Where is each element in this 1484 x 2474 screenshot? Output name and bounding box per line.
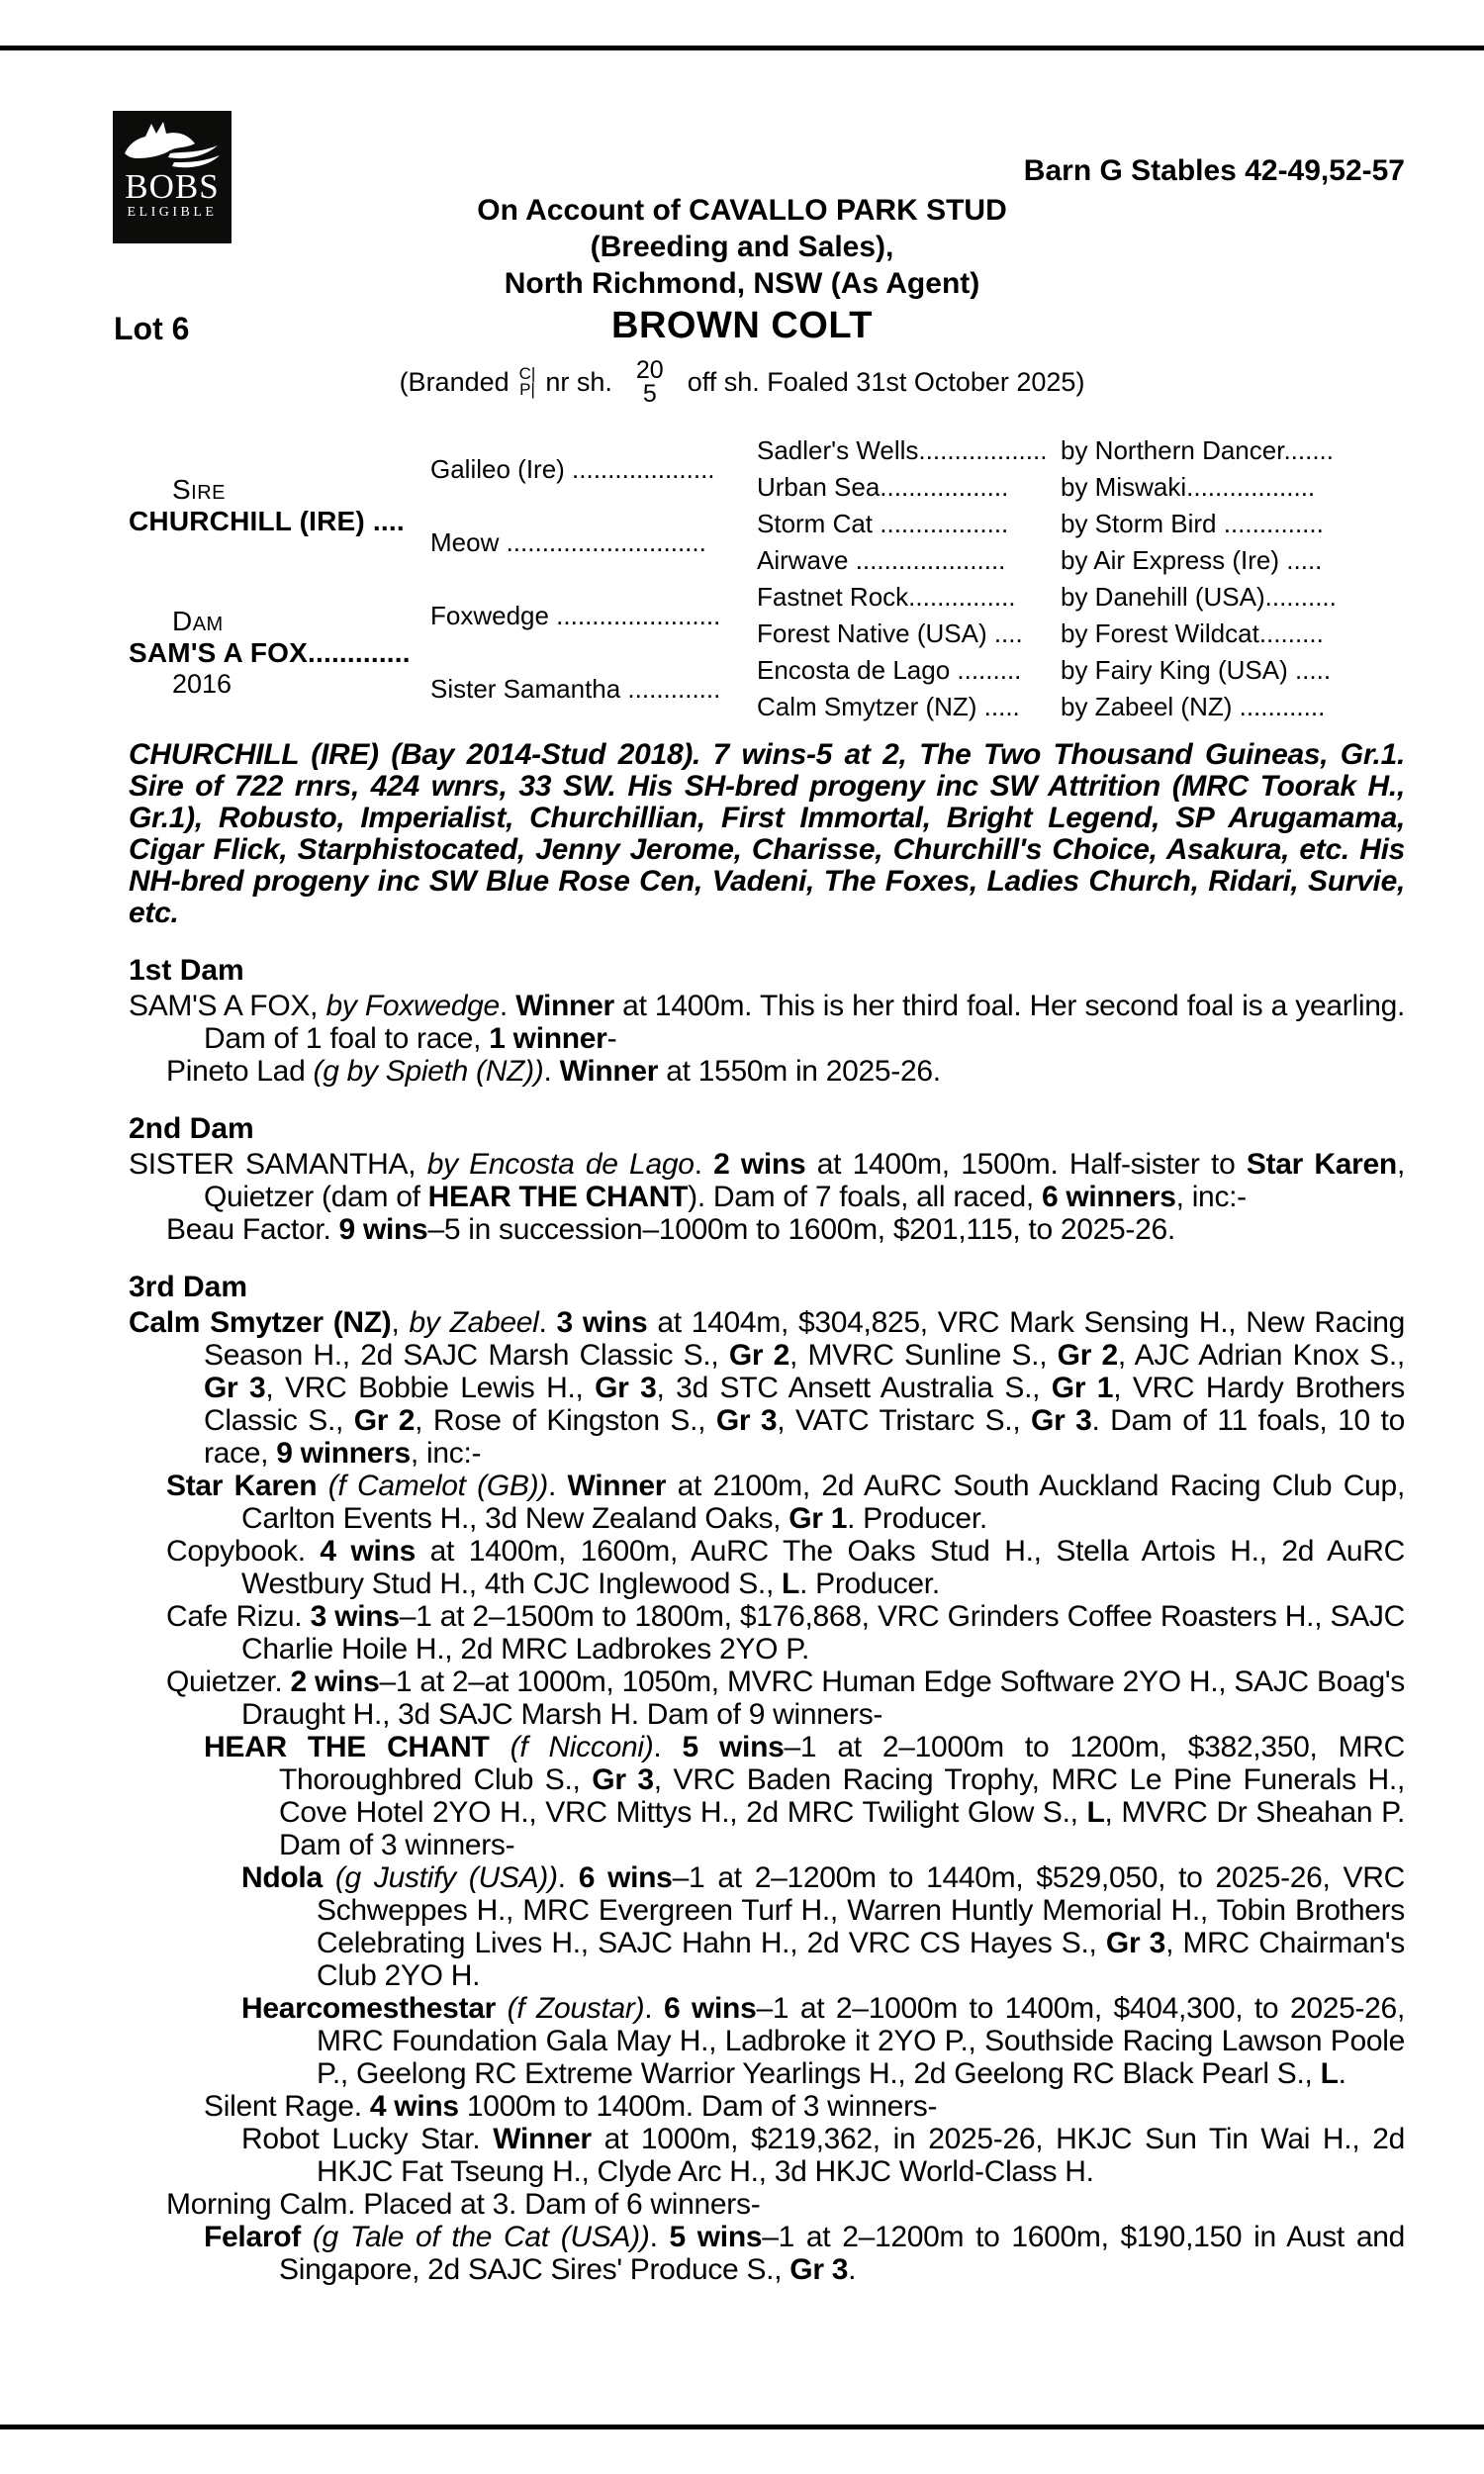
account-line: (Breeding and Sales), [590, 231, 894, 263]
pedigree-text-paragraph: HEAR THE CHANT (f Nicconi). 5 wins–1 at 2–1000m to 1200m, $382,350, MRC Thoroughbred Club S., Gr 3, VRC Baden Racing Trophy, MRC Le Pine Funerals H., Cove Hotel 2YO H., VRC Mittys H., 2d MRC Twilight Glow S., L, MVRC Dr Sheahan P. Dam of 3 winners- [204, 1731, 1406, 1861]
sire-name: CHURCHILL (IRE) .... [129, 506, 405, 536]
dam-section-heading: 1st Dam [129, 954, 244, 987]
dam-role-label: Dam [172, 605, 224, 636]
account-line: On Account of CAVALLO PARK STUD [477, 194, 1007, 227]
bottom-rule [0, 2425, 1484, 2429]
horse-head-icon [113, 118, 232, 169]
pedigree-text-paragraph: Hearcomesthestar (f Zoustar). 6 wins–1 at 2–1000m to 1400m, $404,300, to 2025-26, MRC Foundation Gala May H., Ladbroke it 2YO P., Southside Racing Lawson Poole P., Geelong RC Extreme Warrior Yearlings H., 2d Geelong RC Black Pearl S., L. [241, 1992, 1405, 2090]
great-grandparent: Calm Smytzer (NZ) ..... [757, 692, 1020, 721]
dam-cell [129, 579, 430, 725]
great-grandparent-sire: by Fairy King (USA) ..... [1061, 655, 1332, 685]
sire-role-label: Sire [172, 474, 227, 505]
account-line: North Richmond, NSW (As Agent) [504, 267, 980, 300]
horse-description-title: BROWN COLT [611, 305, 873, 346]
great-grandparent: Encosta de Lago ......... [757, 655, 1022, 685]
dam-name: SAM'S A FOX............. [129, 636, 411, 668]
pedigree-text-paragraph: Pineto Lad (g by Spieth (NZ)). Winner at 1550m in 2025-26. [166, 1055, 941, 1088]
pedigree-text-paragraph: Copybook. 4 wins at 1400m, 1600m, AuRC The Oaks Stud H., Stella Artois H., 2d AuRC Westbury Stud H., 4th CJC Inglewood S., L. Producer. [166, 1535, 1405, 1600]
pedigree-text-paragraph: Ndola (g Justify (USA)). 6 wins–1 at 2–1200m to 1440m, $529,050, to 2025-26, VRC Schweppes H., MRC Evergreen Turf H., Warren Huntly Memorial H., Tobin Brothers Celebrating Lives H., SAJC Hahn H., 2d VRC CS Hayes S., Gr 3, MRC Chairman's Club 2YO H. [241, 1861, 1406, 1992]
pedigree-text-paragraph: SISTER SAMANTHA, by Encosta de Lago. 2 wins at 1400m, 1500m. Half-sister to Star Karen, Quietzer (dam of HEAR THE CHANT). Dam of 7 foals, all raced, 6 winners, inc:- [129, 1148, 1406, 1213]
near-shoulder-text: nr sh. [545, 366, 612, 397]
branded-line [0, 358, 1484, 406]
dam-section-heading: 2nd Dam [129, 1112, 254, 1145]
pedigree-text-paragraph: Felarof (g Tale of the Cat (USA)). 5 wins–1 at 2–1200m to 1600m, $190,150 in Aust and Singapore, 2d SAJC Sires' Produce S., Gr 3. [204, 2221, 1405, 2286]
pedigree-text-paragraph: Cafe Rizu. 3 wins–1 at 2–1500m to 1800m, $176,868, VRC Grinders Coffee Roasters H., SAJC Charlie Hoile H., 2d MRC Ladbrokes 2YO P. [166, 1600, 1405, 1665]
sire-cell [129, 432, 430, 579]
pedigree-text-paragraph: Beau Factor. 9 wins–5 in succession–1000m to 1600m, $201,115, to 2025-26. [166, 1213, 1175, 1246]
dam-section-heading: 3rd Dam [129, 1271, 248, 1303]
shoulder-brand-mark: C| P| [518, 364, 536, 399]
great-grandparent: Sadler's Wells.................. [757, 435, 1048, 465]
great-grandparent: Urban Sea.................. [757, 472, 1009, 502]
vendor-account-block [0, 192, 1484, 302]
great-grandparent: Forest Native (USA) .... [757, 618, 1023, 648]
branded-suffix: off sh. Foaled 31st October 2025) [687, 366, 1085, 397]
pedigree-text-paragraph: Silent Rage. 4 wins 1000m to 1400m. Dam of 3 winners- [204, 2090, 938, 2123]
great-grandparent-sire: by Miswaki.................. [1061, 472, 1316, 502]
great-grandparent-sire: by Forest Wildcat......... [1061, 618, 1324, 648]
content-column [129, 432, 1405, 2286]
logo-subtext: ELIGIBLE [127, 205, 218, 220]
dam-foaling-year: 2016 [172, 668, 232, 699]
great-grandparent: Storm Cat .................. [757, 509, 1009, 538]
pedigree-text-paragraph: Star Karen (f Camelot (GB)). Winner at 2100m, 2d AuRC South Auckland Racing Club Cup, Carlton Events H., 3d New Zealand Oaks, Gr 1. Producer. [166, 1470, 1405, 1535]
pedigree-text-paragraph: Quietzer. 2 wins–1 at 2–at 1000m, 1050m, MVRC Human Edge Software 2YO H., SAJC Boag's Draught H., 3d SAJC Marsh H. Dam of 9 winners- [166, 1665, 1405, 1731]
granddam-cell: Sister Samantha ............. [430, 673, 721, 704]
great-grandparent: Fastnet Rock............... [757, 582, 1016, 612]
pedigree-text-paragraph: Calm Smytzer (NZ), by Zabeel. 3 wins at 1404m, $304,825, VRC Mark Sensing H., New Racing Season H., 2d SAJC Marsh Classic S., Gr 2, MVRC Sunline S., Gr 2, AJC Adrian Knox S., Gr 3, VRC Bobbie Lewis H., Gr 3, 3d STC Ansett Australia S., Gr 1, VRC Hardy Brothers Classic S., Gr 2, Rose of Kingston S., Gr 3, VATC Tristarc S., Gr 3. Dam of 11 foals, 10 to race, 9 winners, inc:- [129, 1306, 1405, 1470]
granddam-cell: Meow ............................ [430, 526, 706, 557]
great-grandparent-sire: by Danehill (USA).......... [1061, 582, 1337, 612]
off-shoulder-number: 20 5 [635, 356, 664, 408]
logo-text: BOBS [125, 167, 220, 206]
barn-stables-line: Barn G Stables 42-49,52-57 [1023, 154, 1405, 187]
pedigree-text-paragraph: Morning Calm. Placed at 3. Dam of 6 winners- [166, 2188, 761, 2221]
sire-race-record-note: CHURCHILL (IRE) (Bay 2014-Stud 2018). 7 wins-5 at 2, The Two Thousand Guineas, Gr.1. Sire of 722 rnrs, 424 wnrs, 33 SW. His SH-bred progeny inc SW Attrition (MRC Toorak H., Gr.1), Robusto, Imperialist, Churchillian, First Immortal, Bright Legend, SP Arugamama, Cigar Flick, Starphistocated, Jenny Jerome, Charisse, Churchill's Choice, Asakura, etc. His NH-bred progeny inc SW Blue Rose Cen, Vadeni, The Foxes, Ladies Church, Ridari, Survie, etc. [129, 738, 1405, 929]
pedigree-table [129, 432, 1405, 725]
grandsire-cell: Foxwedge ....................... [430, 600, 721, 630]
great-grandparent: Airwave ..................... [757, 545, 1006, 575]
pedigree-text-paragraph: Robot Lucky Star. Winner at 1000m, $219,362, in 2025-26, HKJC Sun Tin Wai H., 2d HKJC Fat Tseung H., Clyde Arc H., 3d HKJC World-Class H. [241, 2123, 1405, 2188]
grandsire-cell: Galileo (Ire) .................... [430, 453, 715, 484]
dam-sections [129, 955, 1405, 2286]
great-grandparent-sire: by Storm Bird .............. [1061, 509, 1324, 538]
pedigree-text-paragraph: SAM'S A FOX, by Foxwedge. Winner at 1400m. This is her third foal. Her second foal is a yearling. Dam of 1 foal to race, 1 winner- [129, 990, 1406, 1055]
great-grandparent-sire: by Air Express (Ire) ..... [1061, 545, 1323, 575]
top-rule [0, 46, 1484, 50]
branded-prefix: (Branded [399, 366, 510, 397]
great-grandparent-sire: by Zabeel (NZ) ............ [1061, 692, 1326, 721]
lot-number: Lot 6 [114, 311, 190, 346]
great-grandparent-sire: by Northern Dancer....... [1061, 435, 1335, 465]
